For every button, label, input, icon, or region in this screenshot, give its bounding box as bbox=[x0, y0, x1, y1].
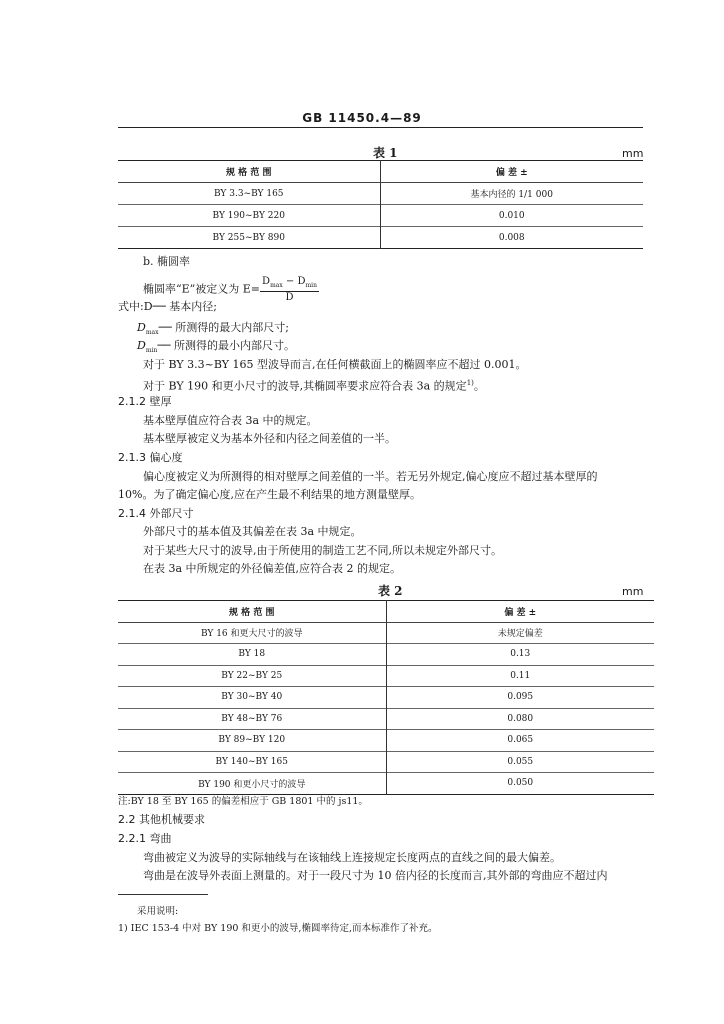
paragraph-wall-2: 基本壁厚被定义为基本外径和内径之间差值的一半。 bbox=[143, 432, 396, 445]
table2-cell-tolerance: 0.095 bbox=[386, 687, 654, 709]
table2-unit: mm bbox=[622, 585, 644, 598]
table1 bbox=[118, 160, 643, 249]
table1-cell-tolerance: 0.008 bbox=[380, 227, 643, 249]
table2-cell-tolerance: 未规定偏差 bbox=[386, 622, 654, 644]
table-row bbox=[118, 730, 654, 752]
footnote-rule bbox=[118, 894, 208, 895]
table1-cell-tolerance: 0.010 bbox=[380, 205, 643, 227]
table2-cell-range: BY 30~BY 40 bbox=[118, 687, 386, 709]
table2-cell-range: BY 48~BY 76 bbox=[118, 708, 386, 730]
dmax-sub: max bbox=[145, 329, 159, 337]
paragraph-external-2: 对于某些大尺寸的波导,由于所使用的制造工艺不同,所以未规定外部尺寸。 bbox=[143, 544, 502, 557]
section-2-1-2: 2.1.2 壁厚 bbox=[118, 395, 172, 408]
dmin-sub: min bbox=[145, 347, 158, 355]
dmax-symbol: D bbox=[137, 321, 146, 334]
table1-caption: 表 1 bbox=[373, 146, 398, 160]
section-2-2: 2.2 其他机械要求 bbox=[118, 813, 205, 826]
table2-cell-range: BY 89~BY 120 bbox=[118, 730, 386, 752]
table1-header-tolerance: 偏 差 ± bbox=[380, 161, 643, 183]
paragraph-bend-2: 弯曲是在波导外表面上测量的。对于一段尺寸为 10 倍内径的长度而言,其外部的弯曲应不超过内 bbox=[143, 869, 608, 882]
paragraph-eccentricity-1: 偏心度被定义为所测得的相对壁厚之间差值的一半。若无另外规定,偏心度应不超过基本壁厚的 bbox=[143, 470, 598, 483]
section-2-1-4: 2.1.4 外部尺寸 bbox=[118, 507, 194, 520]
table1-cell-range: BY 255~BY 890 bbox=[118, 227, 380, 249]
table2-cell-tolerance: 0.11 bbox=[386, 665, 654, 687]
table2-cell-tolerance: 0.13 bbox=[386, 644, 654, 666]
formula-num-minus: − D bbox=[282, 276, 306, 287]
table-row bbox=[118, 708, 654, 730]
dmax-line bbox=[137, 321, 289, 340]
table1-header-range: 规 格 范 围 bbox=[118, 161, 380, 183]
footnote-ref: 1) bbox=[466, 379, 474, 387]
table-row bbox=[118, 622, 654, 644]
formula-num-sub2: min bbox=[305, 282, 317, 289]
table2-header-tolerance: 偏 差 ± bbox=[386, 601, 654, 623]
paragraph-external-3: 在表 3a 中所规定的外径偏差值,应符合表 2 的规定。 bbox=[143, 562, 402, 575]
table1-cell-tolerance: 基本内径的 1/1 000 bbox=[380, 183, 643, 205]
dmax-text: ── 所测得的最大内部尺寸; bbox=[158, 321, 289, 334]
section-2-2-1: 2.2.1 弯曲 bbox=[118, 832, 172, 845]
table2-cell-tolerance: 0.050 bbox=[386, 773, 654, 795]
section-2-1-3: 2.1.3 偏心度 bbox=[118, 451, 183, 464]
formula-num-d1: D bbox=[262, 276, 271, 287]
dmin-line bbox=[137, 339, 295, 358]
paragraph-by190 bbox=[143, 376, 485, 394]
paragraph-wall-1: 基本壁厚值应符合表 3a 中的规定。 bbox=[143, 414, 318, 427]
table2-header-range: 规 格 范 围 bbox=[118, 601, 386, 623]
table2-cell-range: BY 18 bbox=[118, 644, 386, 666]
footnote-text: 1) IEC 153-4 中对 BY 190 和更小的波导,椭圆率待定,而本标准作了补充。 bbox=[118, 923, 438, 934]
table2-caption: 表 2 bbox=[378, 584, 403, 598]
table1-cell-range: BY 3.3~BY 165 bbox=[118, 183, 380, 205]
table2-cell-range: BY 140~BY 165 bbox=[118, 751, 386, 773]
table-row bbox=[118, 183, 643, 205]
table2-cell-tolerance: 0.080 bbox=[386, 708, 654, 730]
table-row bbox=[118, 227, 643, 249]
table1-unit: mm bbox=[622, 147, 644, 160]
ellipticity-def-text: 椭圆率“E”被定义为 E= bbox=[143, 282, 261, 296]
table2-note: 注:BY 18 至 BY 165 的偏差相应于 GB 1801 中的 js11。 bbox=[118, 796, 368, 807]
where-line: 式中:D── 基本内径; bbox=[118, 300, 217, 313]
table2-cell-tolerance: 0.055 bbox=[386, 751, 654, 773]
section-b-heading: b. 椭圆率 bbox=[143, 255, 191, 268]
standard-number: GB 11450.4—89 bbox=[302, 111, 422, 125]
footnote-title: 采用说明: bbox=[137, 906, 179, 917]
header-rule bbox=[118, 127, 643, 128]
dmin-text: ── 所测得的最小内部尺寸。 bbox=[157, 339, 296, 352]
ellipticity-formula bbox=[260, 276, 319, 303]
paragraph-by190-text: 对于 BY 190 和更小尺寸的波导,其椭圆率要求应符合表 3a 的规定 bbox=[143, 379, 467, 393]
table-row bbox=[118, 665, 654, 687]
table2-cell-range: BY 22~BY 25 bbox=[118, 665, 386, 687]
table2 bbox=[118, 600, 654, 795]
table2-cell-range: BY 16 和更大尺寸的波导 bbox=[118, 622, 386, 644]
paragraph-bend-1: 弯曲被定义为波导的实际轴线与在该轴线上连接规定长度两点的直线之间的最大偏差。 bbox=[143, 851, 561, 864]
paragraph-external-1: 外部尺寸的基本值及其偏差在表 3a 中规定。 bbox=[143, 525, 362, 538]
table-row bbox=[118, 205, 643, 227]
paragraph-ellipticity-limit: 对于 BY 3.3~BY 165 型波导而言,在任何横截面上的椭圆率应不超过 0.001。 bbox=[143, 358, 527, 371]
table-row bbox=[118, 687, 654, 709]
formula-num-sub1: max bbox=[270, 282, 283, 289]
dmin-symbol: D bbox=[137, 339, 146, 352]
table-row bbox=[118, 644, 654, 666]
ellipticity-definition bbox=[143, 276, 319, 303]
table1-cell-range: BY 190~BY 220 bbox=[118, 205, 380, 227]
paragraph-eccentricity-2: 10%。为了确定偏心度,应在产生最不利结果的地方测量壁厚。 bbox=[118, 488, 421, 501]
paragraph-by190-end: 。 bbox=[473, 379, 485, 393]
table2-cell-tolerance: 0.065 bbox=[386, 730, 654, 752]
formula-denominator: D bbox=[285, 292, 294, 303]
table-row bbox=[118, 773, 654, 795]
table2-cell-range: BY 190 和更小尺寸的波导 bbox=[118, 773, 386, 795]
table-row bbox=[118, 751, 654, 773]
